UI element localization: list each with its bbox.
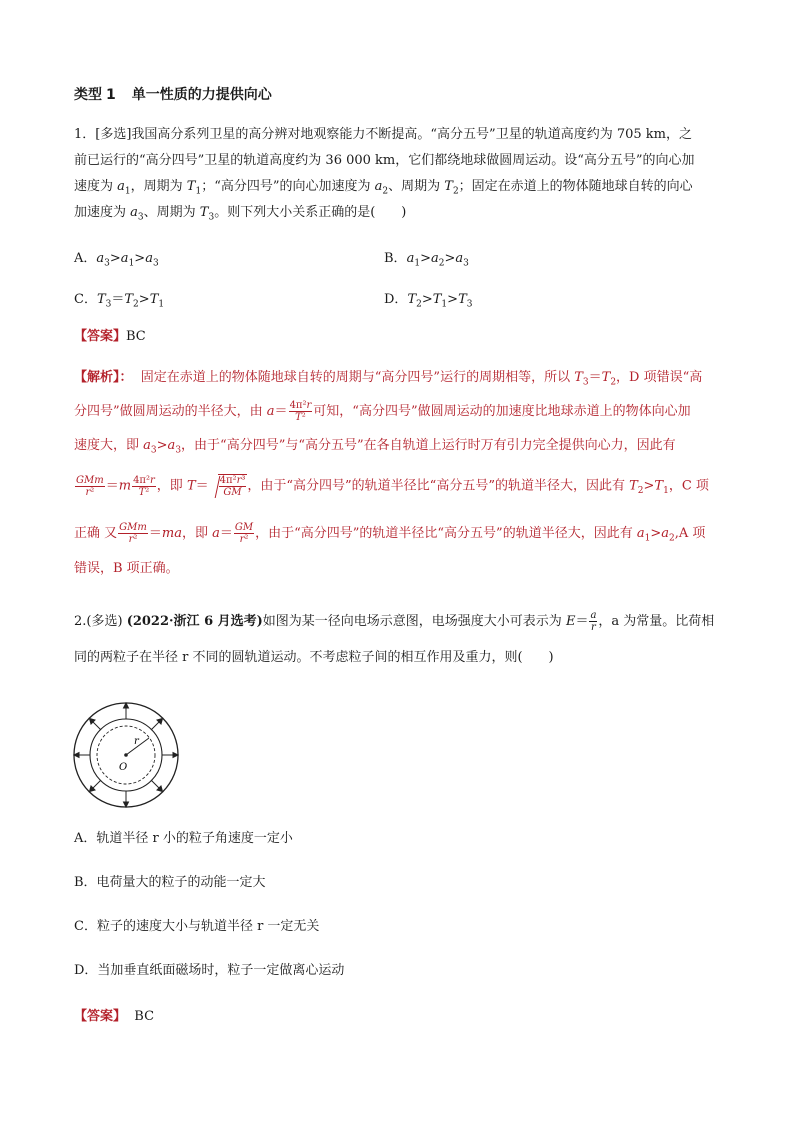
- type-label: 类型: [74, 87, 102, 103]
- q2-answer: [74, 1007, 154, 1027]
- section-title: [74, 84, 272, 104]
- radius-label: r: [134, 736, 139, 747]
- analysis-line-5: 正确 又 $\frac{\text{GMm}}{\text{r²}}$ ＝ma，即 a＝ $\frac{GM}{\text{r²}}$ ，由于“高分四号”的轨道半径比“高分五号”的轨道半径大，因此有 $a_1>a_2,A$ 项: [74, 522, 706, 545]
- q2-option-a: A．轨道半径 r 小的粒子角速度一定小: [74, 831, 293, 846]
- q2-option-d: D．当加垂直纸面磁场时，粒子一定做离心运动: [74, 963, 345, 978]
- q1-option-c: C．$T_3=T_2>T_1$: [74, 292, 165, 310]
- answer-label: 【答案】: [74, 1009, 127, 1024]
- radial-field-diagram: [70, 700, 182, 810]
- q2-option-b: B．电荷量大的粒子的动能一定大: [74, 875, 266, 890]
- analysis-line-6: 错误，B 项正确。: [74, 561, 179, 576]
- q1-option-b: B．$a_1>a_2>a_3$: [384, 251, 469, 269]
- analysis-line-3: 速度大，即 $a_3>a_3$，由于“高分四号”与“高分五号”在各自轨道上运行时万有引力完全提供向心力，因此有: [74, 438, 676, 456]
- analysis-line-4: $\frac{\text{GMm}}{\text{r²}}$ ＝m $\frac{\text{4π²r}}{\text{T²}}$ ，即 T＝ $\frac{\text{4π²r³}}{GM}$ ，由于“高分四号”的轨道半径比“高分五号”的轨道半径大，因此有 $T_2>T_1$，C 项: [76, 474, 709, 498]
- section-title-text: 单一性质的力提供向心: [131, 87, 272, 103]
- q1-line-3: 速度为 $a_1$，周期为 $T_1$；“高分四号”的向心加速度为 $a_2$、周期为 $T_2$；固定在赤道上的物体随地球自转的向心: [74, 179, 693, 197]
- answer-value: BC: [126, 329, 146, 344]
- answer-value: BC: [134, 1009, 155, 1024]
- analysis-line-2: 分四号”做圆周运动的半径大，由 a＝ $\frac{\text{4π²r}}{\text{T²}}$ 可知，“高分四号”做圆周运动的加速度比地球赤道上的物体向心加: [74, 400, 691, 423]
- q2-line-2: 同的两粒子在半径 r 不同的圆轨道运动。不考虑粒子间的相互作用及重力，则( ): [74, 650, 554, 665]
- q1-line-2: 前已运行的“高分四号”卫星的轨道高度约为 36 000 km，它们都绕地球做圆周运动。设“高分五号”的向心加: [74, 153, 695, 168]
- origin-label: O: [119, 762, 128, 773]
- q1-option-a: A．$a_3>a_1>a_3$: [74, 251, 159, 269]
- answer-label: 【答案】: [74, 329, 127, 344]
- q1-line-4: 加速度为 $a_3$、周期为 $T_3$。则下列大小关系正确的是( ): [74, 205, 407, 223]
- q1-answer: [74, 327, 146, 347]
- q1-option-d: D．$T_2>T_1>T_3$: [384, 292, 473, 310]
- analysis-line-1: 【解析】： 固定在赤道上的物体随地球自转的周期与“高分四号”运行的周期相等，所以 $T_3=T_2$，D 项错误“高: [74, 370, 703, 388]
- analysis-label: 【解析】：: [74, 370, 133, 385]
- q2-option-c: C．粒子的速度大小与轨道半径 r 一定无关: [74, 919, 320, 934]
- q1-line-1: 1．[多选]我国高分系列卫星的高分辨对地观察能力不断提高。“高分五号”卫星的轨道高度约为 705 km，之: [74, 127, 692, 142]
- type-number: 1: [106, 87, 116, 103]
- q2-line-1: 2.(多选) (2022·浙江 6 月选考)如图为某一径向电场示意图，电场强度大小可表示为 E＝ $\frac{a}{r}$ ，a 为常量。比荷相: [74, 610, 715, 633]
